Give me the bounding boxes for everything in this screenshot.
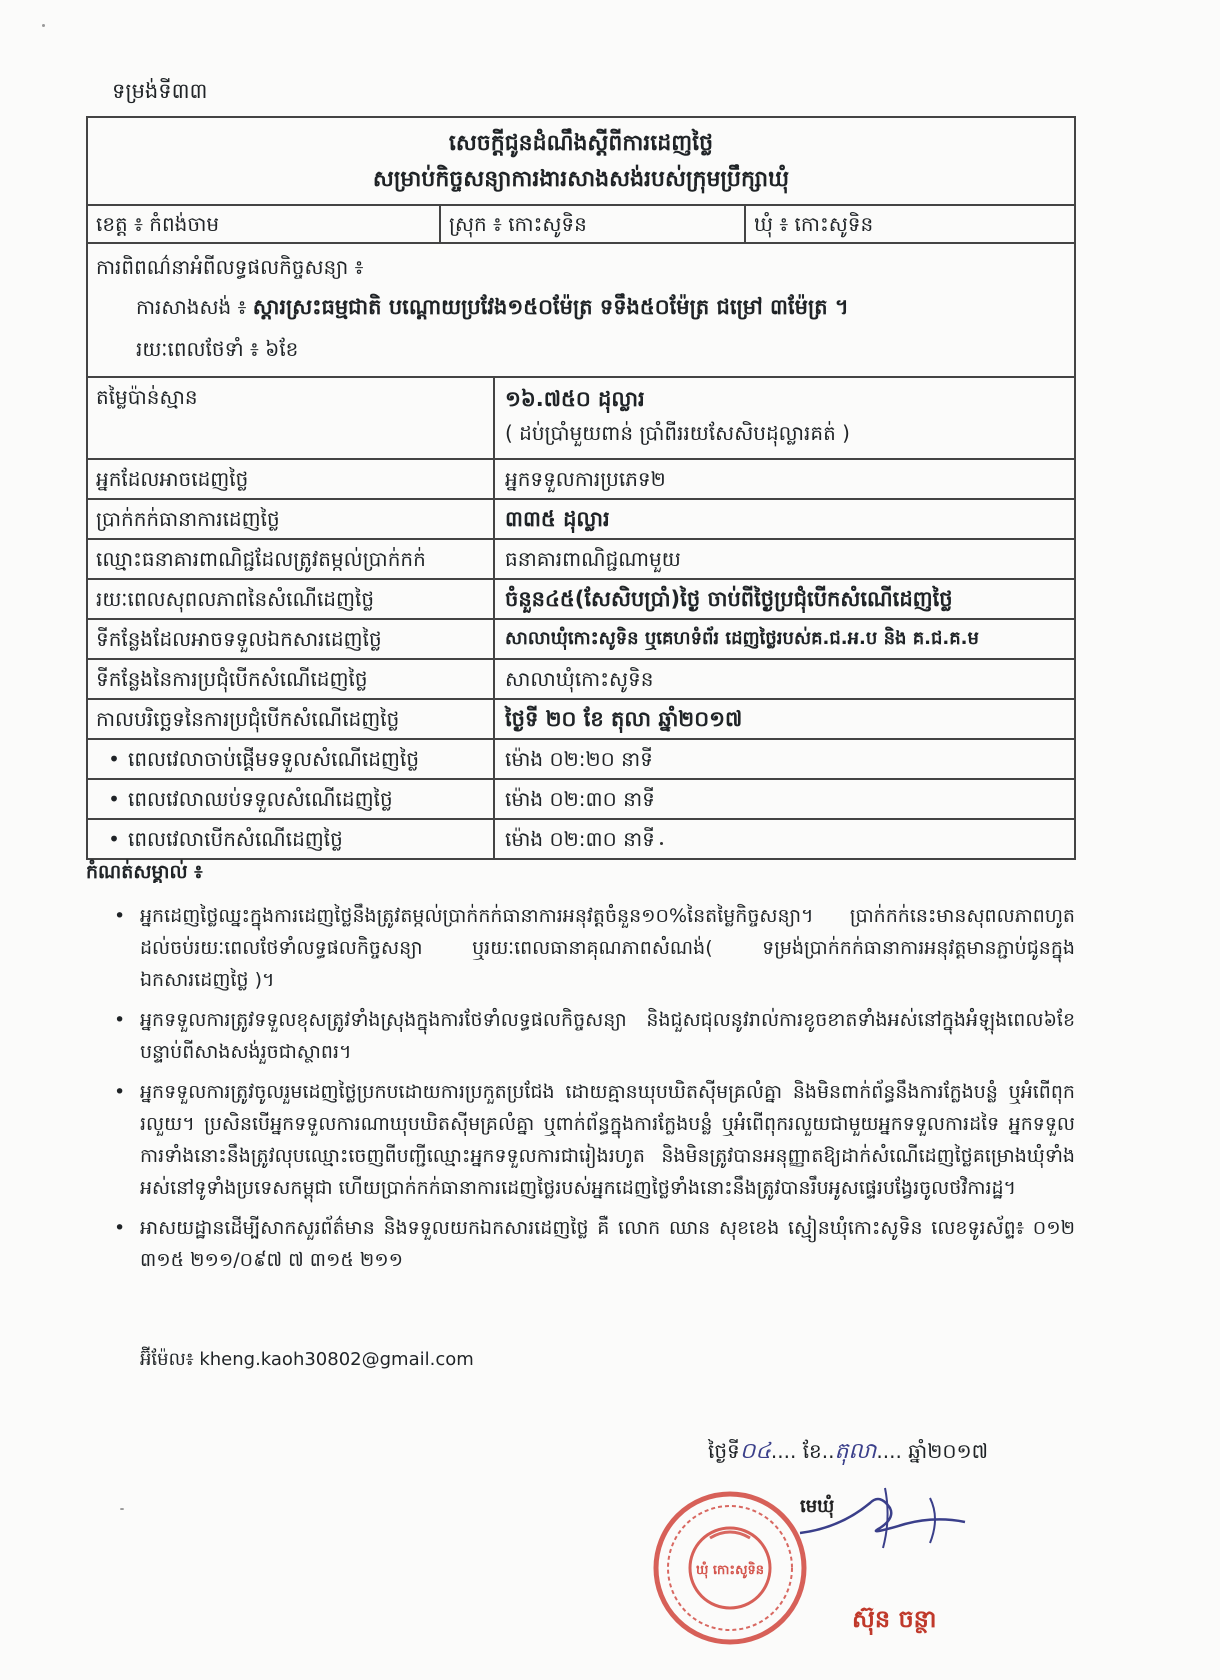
month-label: ខែ <box>802 1439 822 1463</box>
year-label: ឆ្នាំ២០១៧ <box>908 1439 989 1463</box>
scan-speck <box>660 842 663 845</box>
bank-value: ធនាគារពាណិជ្ជណាមួយ <box>505 547 681 571</box>
signer-name: ស៊ុន ចន្ថា <box>852 1605 937 1633</box>
table-row <box>88 780 1074 820</box>
open-time-label: • ពេលវេលាបើកសំណើដេញថ្លៃ <box>88 820 495 858</box>
list-item: • អ្នកដេញថ្លៃឈ្នះក្នុងការដេញថ្លៃនឹងត្រូវតម្កល់ប្រាក់កក់ធានាការអនុវត្តចំនួន១០%នៃតម្លៃកិច្ចសន្យា។ ប្រាក់កក់នេះមានសុពលភាពហូតដល់ចប់រយៈពេលថែទាំលទ្ធផលកិច្ចសន្យា ឬរយៈពេលធានាគុណភាពសំណង់( ទម្រង់ប្រាក់កក់ធានាការអនុវត្តមានភ្ជាប់ជូនក្នុងឯកសារដេញថ្លៃ )។ <box>100 900 1075 996</box>
bank-label: ឈ្មោះធនាគារពាណិជ្ជដែលត្រូវតម្កល់ប្រាក់កក់ <box>88 540 495 578</box>
notes-list <box>100 900 1075 1284</box>
scan-speck <box>120 1508 124 1510</box>
signer-role: មេឃុំ <box>800 1496 835 1517</box>
notes-title: កំណត់សម្គាល់ ៖ <box>86 861 203 883</box>
location-row <box>88 206 1074 244</box>
meeting-place-label: ទីកន្លែងនៃការប្រជុំបើកសំណើដេញថ្លៃ <box>88 660 495 698</box>
table-row <box>88 378 1074 460</box>
deposit-value: ៣៣៥ ដុល្លារ <box>505 507 610 531</box>
commune-cell: ឃុំ ៖ កោះសូទិន <box>754 212 874 236</box>
maintenance-duration: រយៈពេលថែទាំ ៖ ៦ខែ <box>136 337 299 361</box>
table-row <box>88 580 1074 620</box>
open-time-value: ម៉ោង ០២:៣០ នាទី <box>505 827 655 851</box>
form-number: ទម្រង់ទី៣៣ <box>112 79 208 103</box>
validity-label: រយៈពេលសុពលភាពនៃសំណើដេញថ្លៃ <box>88 580 495 618</box>
construction-label: ការសាងសង់ ៖ <box>136 295 253 319</box>
meeting-date-label: កាលបរិច្ឆេទនៃការប្រជុំបើកសំណើដេញថ្លៃ <box>88 700 495 738</box>
list-item: • អ្នកទទួលការត្រូវទទួលខុសត្រូវទាំងស្រុងក្នុងការថែទាំលទ្ធផលកិច្ចសន្យា និងជួសជុលនូវរាល់ការខូចខាតទាំងអស់នៅក្នុងអំឡុងពេល៦ខែ បន្ទាប់ពីសាងសង់រួចជាស្ថាពរ។ <box>100 1004 1075 1068</box>
notice-table <box>86 116 1076 860</box>
day-label: ថ្ងៃទី <box>708 1439 740 1463</box>
estimate-value: ១៦.៧៥០ ដុល្លារ <box>505 387 645 411</box>
estimate-cell <box>495 378 1074 458</box>
start-time-label: • ពេលវេលាចាប់ផ្តើមទទួលសំណើដេញថ្លៃ <box>88 740 495 778</box>
notice-title: សេចក្តីជូនដំណឹងស្តីពីការដេញថ្លៃ <box>448 131 714 156</box>
table-row <box>88 820 1074 858</box>
table-row <box>88 660 1074 700</box>
table-row <box>88 620 1074 660</box>
notice-subtitle: សម្រាប់កិច្ចសន្យាការងារសាងសង់របស់ក្រុមប្រឹក្សាឃុំ <box>372 167 790 192</box>
validity-value: ចំនួន៤៥(សែសិបប្រាំ)ថ្ងៃ ចាប់ពីថ្ងៃប្រជុំបើកសំណើដេញថ្លៃ <box>505 587 953 611</box>
stamp-text: ឃុំ កោះសូទិន <box>695 1563 765 1578</box>
district-cell: ស្រុក ៖ កោះសូទិន <box>441 206 746 242</box>
province-cell: ខេត្ត ៖ កំពង់ចាម <box>88 206 441 242</box>
end-time-value: ម៉ោង ០២:៣០ នាទី <box>505 787 655 811</box>
construction-value: ស្តារស្រះធម្មជាតិ បណ្តោយប្រវែង១៥០ម៉ែត្រ ទទឹង៥០ម៉ែត្រ ជម្រៅ ៣ម៉ែត្រ ។ <box>252 295 849 319</box>
contact-email: អ៊ីម៉ែល៖ kheng.kaoh30802@gmail.com <box>140 1349 474 1370</box>
notice-header <box>88 118 1074 206</box>
docs-place-value: សាលាឃុំកោះសូទិន ឬគេហទំព័រ ដេញថ្លៃរបស់គ.ជ.អ.ប និង គ.ជ.គ.ម <box>505 628 979 649</box>
meeting-date-value: ថ្ងៃទី ២០ ខែ តុលា ឆ្នាំ២០១៧ <box>505 707 743 731</box>
signature-date: ថ្ងៃទី០៤.... ខែ..តុលា.... ឆ្នាំ២០១៧ <box>708 1439 989 1464</box>
day-value: ០៤ <box>739 1439 771 1464</box>
contract-description <box>88 244 1074 378</box>
signature-icon <box>790 1478 990 1558</box>
start-time-value: ម៉ោង ០២:២០ នាទី <box>505 747 653 771</box>
table-row <box>88 700 1074 740</box>
docs-place-label: ទីកន្លែងដែលអាចទទួលឯកសារដេញថ្លៃ <box>88 620 495 658</box>
eligible-value: អ្នកទទួលការប្រភេទ២ <box>505 467 666 491</box>
table-row <box>88 740 1074 780</box>
table-row <box>88 460 1074 500</box>
table-row <box>88 540 1074 580</box>
list-item: • អាសយដ្ឋានដើម្បីសាកសួរព័ត៌មាន និងទទួលយកឯកសារដេញថ្លៃ គឺ លោក ឈាន សុខខេង ស្មៀនឃុំកោះសូទិន លេខទូរស័ព្ទ៖ ០១២ ៣១៥ ២១១/០៩៧ ៧ ៣១៥ ២១១ <box>100 1212 1075 1276</box>
deposit-label: ប្រាក់កក់ធានាការដេញថ្លៃ <box>88 500 495 538</box>
construction-line <box>96 286 1066 328</box>
estimate-words: ( ដប់ប្រាំមួយពាន់ ប្រាំពីររយសែសិបដុល្លារគត់ ) <box>505 421 850 445</box>
description-heading: ការពិពណ៌នាអំពីលទ្ធផលកិច្ចសន្យា ៖ <box>96 255 364 279</box>
estimate-label: តម្លៃប៉ាន់ស្មាន <box>88 378 495 458</box>
end-time-label: • ពេលវេលាឈប់ទទួលសំណើដេញថ្លៃ <box>88 780 495 818</box>
meeting-place-value: សាលាឃុំកោះសូទិន <box>505 667 654 691</box>
scan-speck <box>42 24 45 27</box>
table-row <box>88 500 1074 540</box>
eligible-label: អ្នកដែលអាចដេញថ្លៃ <box>88 460 495 498</box>
month-value: តុលា <box>834 1439 877 1464</box>
list-item: • អ្នកទទួលការត្រូវចូលរួមដេញថ្លៃប្រកបដោយការប្រកួតប្រជែង ដោយគ្មានឃុបឃិតស៊ីមគ្រលំគ្នា និងមិនពាក់ព័ន្ធនឹងការក្លែងបន្លំ ឬអំពើពុករលួយ។ ប្រសិនបើអ្នកទទួលការណាឃុបឃិតស៊ីមគ្រលំគ្នា ឬពាក់ព័ន្ធក្នុងការក្លែងបន្លំ ឬអំពើពុករលួយជាមួយអ្នកទទួលការដទៃ អ្នកទទួលការទាំងនោះនឹងត្រូវលុបឈ្មោះចេញពីបញ្ជីឈ្មោះអ្នកទទួលការជារៀងរហូត និងមិនត្រូវបានអនុញ្ញាតឱ្យដាក់សំណើដេញថ្លៃគម្រោងឃុំទាំងអស់នៅទូទាំងប្រទេសកម្ពុជា ហើយប្រាក់កក់ធានាការដេញថ្លៃរបស់អ្នកដេញថ្លៃទាំងនោះនឹងត្រូវបានរឹបអូសផ្ទេរបង្វែរចូលថវិការដ្ឋ។ <box>100 1076 1075 1204</box>
